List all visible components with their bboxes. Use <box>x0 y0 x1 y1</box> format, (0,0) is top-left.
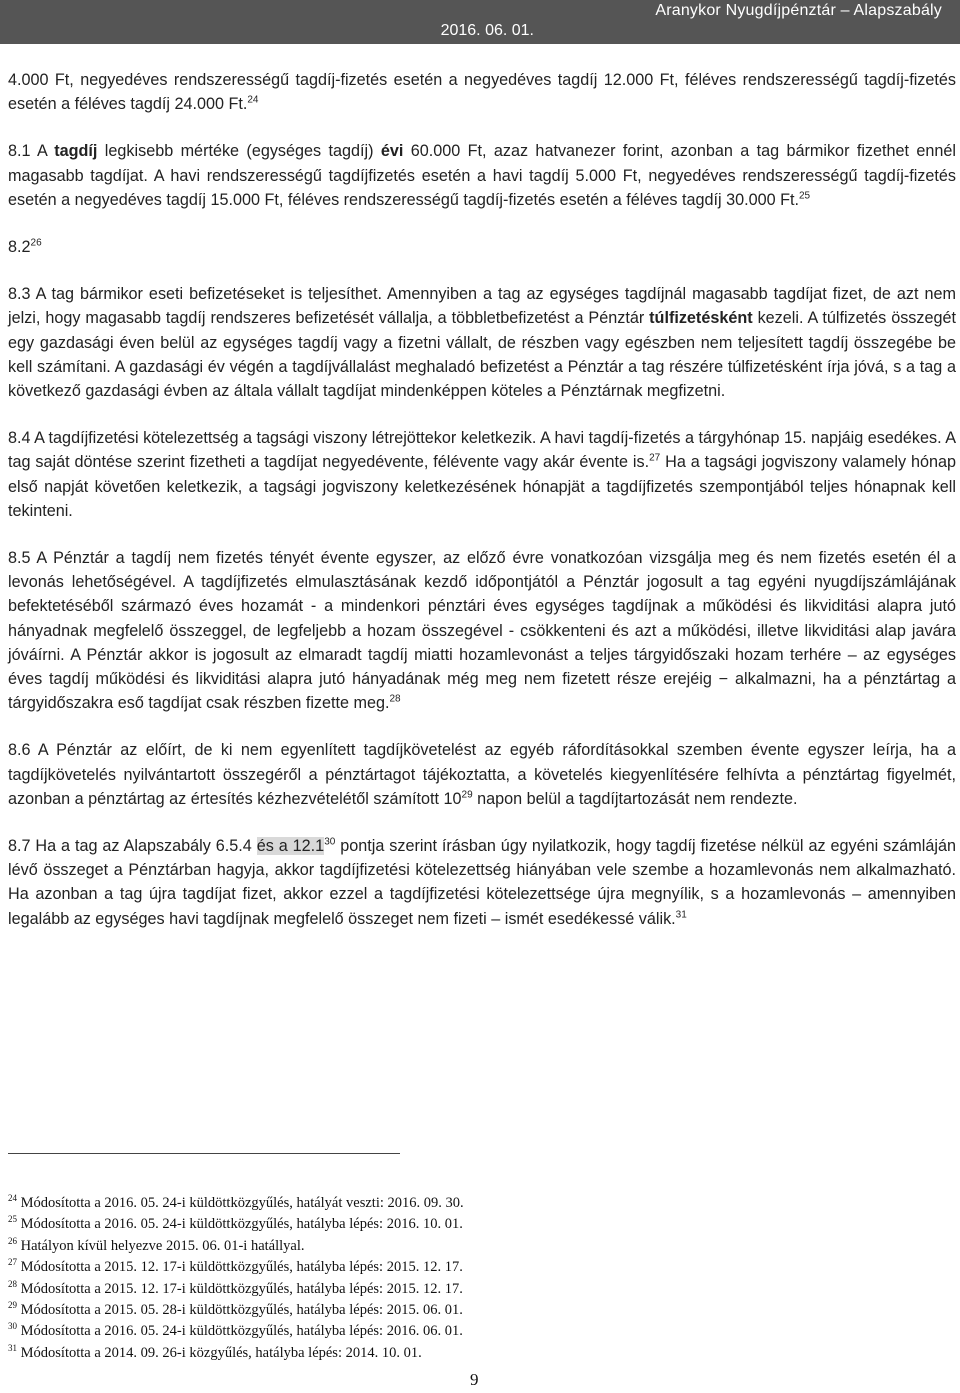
footnote-ref-30[interactable]: 30 <box>324 836 336 848</box>
paragraph-8-4: 8.4 A tagdíjfizetési kötelezettség a tagsági viszony létrejöttekor keletkezik. A havi tagdíj-fizetés a tárgyhónap 15. napjáig esedékes. A tag saját döntése szerint fizetheti a tagdíjat negyedévente, félévente vagy akár évente is.$^{27}$ Ha a tagsági jogviszony valamely hónap első napját követően keletkezik, a tagsági jogviszony keletkezésének hónapjät a tagdíjfizetés szempontjából teljes hónapnak kell tekinteni. <box>8 429 956 520</box>
paragraph-8-3: 8.3 A tag bármikor eseti befizetéseket is teljesíthet. Amennyiben a tag az egységes tagdíjnál magasabb tagdíjat fizet, de azt nem jelzi, hogy magasabb tagdíj rendszeres befizetését vállalja, a többletbefizetést a Pénztár túlfizetésként kezeli. A túlfizetés összegét egy gazdasági éven belül az egységes tagdíj vagy a fizetni vállalt, de részben vagy egészben nem teljesített tagdíj összegébe be kell számítani. A gazdasági év végén a tagdíjvállalást meghaladó befizetést a Pénztár a tag részére túlfizetésként írja jóvá, s a tag a következő gazdasági évben az általa vállalt tagdíjat mindenképpen köteles a Pénztárnak megfizetni. <box>8 285 956 401</box>
page-header <box>0 0 960 44</box>
footnote-ref-24[interactable]: 24 <box>247 94 259 106</box>
highlighted-text: és a 12.1 <box>256 837 325 856</box>
paragraph-8-5: 8.5 A Pénztár a tagdíj nem fizetés tényét évente egyszer, az előző évre vonatkozóan vizsgálja meg és nem fizetés esetén él a levonás lehetőségével. A tagdíjfizetés elmulasztásának kezdő időpontjától a Pénztár jogosult a tag egyéni nyugdíjszámlájának befektetéséből származó éves hozamát - a mindenkori pénztári éves egységes tagdíjnak a működési és likviditási alapra jutó hányadnak megfelelő összeggel, de legfeljebb a hozam összegével - csökkenteni és azt a működési, illetve likviditási alap javára jóváírni. A Pénztár akkor is jogosult az elmaradt tagdíj miatti hozamlevonást a teljes tárgyidőszaki hozam terhére – az egységes éves tagdíj működési és likviditási alapra jutó hányadának még meg nem fizetett része erejéig − alkalmazni, ha a pénztártag a tárgyidőszakra eső tagdíjat csak részben fizette meg.$^{28}$ <box>8 549 956 713</box>
paragraph-continuation: 4.000 Ft, negyedéves rendszerességű tagdíj-fizetés esetén a negyedéves tagdíj 12.000 Ft, féléves rendszerességű tagdíj-fizetés esetén a féléves tagdíj 24.000 Ft.$^{24}$ <box>8 71 956 114</box>
footnote-ref-29[interactable]: 29 <box>461 789 473 801</box>
footnote-ref-28[interactable]: 28 <box>389 693 401 705</box>
footnote: $^{27}$ Módosította a 2015. 12. 17-i küldöttközgyűlés, hatályba lépés: 2015. 12. 17. <box>8 1257 463 1276</box>
footnotes <box>8 1193 708 1364</box>
paragraph-8-2: $8.2^{26}$ <box>8 237 42 257</box>
document-title: Aranykor Nyugdíjpénztár – Alapszabály <box>655 2 942 19</box>
footnote-ref-27[interactable]: 27 <box>649 453 661 465</box>
footnote: $^{29}$ Módosította a 2015. 05. 28-i küldöttközgyűlés, hatályba lépés: 2015. 06. 01. <box>8 1300 463 1319</box>
paragraph-8-7: 8.7 Ha a tag az Alapszabály 6.5.4 és a 12.1$^{30}$ pontja szerint írásban úgy nyilatkozik, hogy tagdíj fizetése nélkül az egyéni számláján lévő összeget a Pénztárban hagyja, akkor tagdíjfizetési kötelezettség hiányában vele szembe a hozamlevonás nem alkalmazható. Ha azonban a tag újra tagdíjat fizet, akkor ezzel a tagdíjfizetési kötelezettsége újra megnyílik, s a hozamlevonás – amennyiben legalább az egységes havi tagdíjnak megfelelő összeget nem fizeti – ismét esedékessé válik.$^{31}$ <box>8 836 956 928</box>
document-body <box>8 68 956 954</box>
footnote: $^{28}$ Módosította a 2015. 12. 17-i küldöttközgyűlés, hatályba lépés: 2015. 12. 17. <box>8 1278 463 1297</box>
footnote-separator <box>8 1153 400 1154</box>
footnote-ref-31[interactable]: 31 <box>675 909 687 921</box>
paragraph-8-6: 8.6 A Pénztár az előírt, de ki nem egyenlített tagdíjkövetelést az egyéb ráfordításokkal szemben évente egyszer leírja, ha a tagdíjkövetelés nyilvántartott összegéről a pénztártagot tájékoztatta, a követelés kiegyenlítésére felhívta a pénztártag figyelmét, azonban a pénztártag az értesítés kézhezvételétől számított $10^{29}$ napon belül a tagdíjtartozását nem rendezte. <box>8 741 956 808</box>
footnote-ref-26[interactable]: 26 <box>30 237 42 249</box>
page-number: 9 <box>470 1370 479 1389</box>
footnote: $^{30}$ Módosította a 2016. 05. 24-i küldöttközgyűlés, hatályba lépés: 2016. 06. 01. <box>8 1321 463 1340</box>
footnote: $^{25}$ Módosította a 2016. 05. 24-i küldöttközgyűlés, hatályba lépés: 2016. 10. 01. <box>8 1214 463 1233</box>
footnote: $^{26}$ Hatályon kívül helyezve 2015. 06. 01-i hatállyal. <box>8 1235 305 1254</box>
document-date: 2016. 06. 01. <box>440 22 534 39</box>
paragraph-8-1: 8.1 A tagdíj legkisebb mértéke (egységes tagdíj) évi 60.000 Ft, azaz hatvanezer forint, azonban a tag bármikor fizethet ennél magasabb tagdíjat. A havi rendszerességű tagdíjfizetés esetén a havi tagdíj 5.000 Ft, negyedéves rendszerességű tagdíj-fizetés esetén a negyedéves tagdíj 15.000 Ft, féléves rendszerességű tagdíj-fizetés esetén a féléves tagdíj 30.000 Ft.$^{25}$ <box>8 142 956 209</box>
footnote: $^{31}$ Módosította a 2014. 09. 26-i közgyűlés, hatályba lépés: 2014. 10. 01. <box>8 1343 422 1361</box>
footnote: $^{24}$ Módosította a 2016. 05. 24-i küldöttközgyűlés, hatályát veszti: 2016. 09. 30. <box>8 1193 464 1211</box>
footnote-ref-25[interactable]: 25 <box>799 190 811 202</box>
